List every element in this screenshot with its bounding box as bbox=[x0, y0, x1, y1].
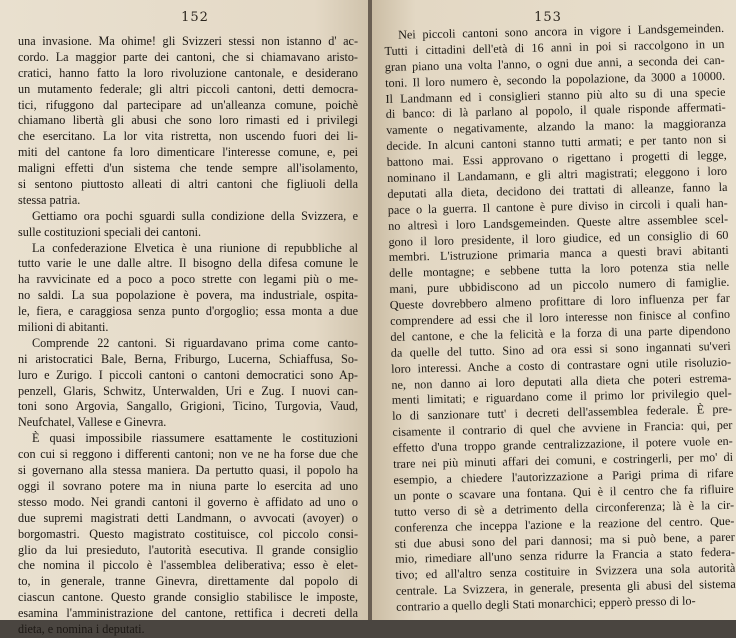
text-line: tivo; ed all'altro senza costituire in Svizzera una sola autorità bbox=[395, 561, 736, 583]
text-line: mio, rimediare all'uno senza ridurre la Francia a stato federa- bbox=[394, 545, 736, 567]
text-line: ciascun cantone. Questo grande consiglio stabilisce le imposte, bbox=[18, 590, 358, 605]
page-text bbox=[18, 34, 358, 638]
text-line: Queste dovrebbero almeno profittare di loro influenza per far bbox=[389, 290, 730, 313]
text-line: cratici, hanno fatto la loro rivoluzione cantonale, e desiderano bbox=[18, 65, 358, 80]
text-line: Comprende 22 cantoni. Si riguardavano prima come canto- bbox=[32, 335, 358, 350]
text-line: ni aristocratici Bale, Berna, Friburgo, Lucerna, Schiaffusa, So- bbox=[18, 351, 358, 366]
text-line: conferenza che inceppa l'azione e la reazione del centro. Que- bbox=[394, 513, 735, 535]
text-line: da quelle del tutto. Sino ad ora essi si sono ingannati su'veri bbox=[390, 338, 731, 360]
text-line: con cui si reggono i differenti cantoni; non ve ne ha forse due che bbox=[18, 447, 358, 462]
text-line: gran piano una volta l'anno, o ogni due anni, a seconda dei can- bbox=[384, 52, 725, 74]
text-line: di banco: di là parlano al popolo, il quale risponde affermati- bbox=[385, 100, 726, 122]
text-line: le, fiera, e caraggiosa senza punto d'orgoglio; essa monta a due bbox=[18, 304, 358, 319]
text-line: ne, non danno ai loro deputati alla dieta che poteri estrema- bbox=[391, 370, 732, 392]
text-line: comprendere ad essi che il loro interesse non finisce al confino bbox=[389, 306, 731, 328]
text-line: lo di sanzionare tutt' i decreti dell'assemblea federale. È pre- bbox=[391, 402, 733, 424]
text-line: un ponte o scavare una fontana. Qui è il centro che fa rifluire bbox=[393, 481, 734, 503]
text-line: È quasi impossibile riassumere esattamente le costituzioni bbox=[32, 431, 358, 446]
page-number: 152 bbox=[181, 10, 209, 25]
text-line: nominano il Landamann, e gli altri magistrati; eleggono i loro bbox=[386, 163, 728, 185]
page-text bbox=[384, 21, 736, 616]
text-line: centrale. La Svizzera, in generale, presenta gli abusi del sistema bbox=[395, 576, 736, 599]
text-line: che esercitano. La lor vita ristretta, non uscendo fuori dei li- bbox=[18, 129, 358, 144]
text-line: vamente o negativamente, alzando la mano: la maggioranza bbox=[385, 116, 727, 138]
text-line: cordo. La maggior parte dei cantoni, che si chiamavano aristo- bbox=[18, 49, 358, 64]
text-line: La confederazione Elvetica è una riunione di repubbliche al bbox=[32, 240, 358, 255]
text-line: decide. In alcuni cantoni stanno tutti armati; e per tanto non si bbox=[386, 132, 727, 154]
text-line: Tutti i cittadini dell'età di 16 anni in poi si raccolgono in un bbox=[384, 36, 725, 58]
text-line: stessa patria. bbox=[18, 192, 81, 207]
text-line: si governano alla stessa maniera. Da pertutto quasi, il popolo ha bbox=[18, 463, 358, 478]
text-line: tutto verso di sè a detrimento della circonferenza; là è la cir- bbox=[393, 497, 735, 519]
text-line: cisamente il contrario di quel che avviene in Francia: qui, per bbox=[392, 418, 733, 440]
text-line: penzell, Glaris, Schwitz, Unterwalden, Uri e Zug. I nuovi can- bbox=[18, 383, 358, 398]
text-line: maligni effetti d'un sistema che tende sempre all'isolamento, bbox=[18, 161, 358, 176]
text-line: to, in generale, tranne Ginevra, direttamente dal popolo di bbox=[18, 574, 358, 589]
text-line: effetto d'una troppo grande centralizzazione, il potere vuole en- bbox=[392, 433, 733, 456]
text-line: esempio, a chiedere l'autorizzazione a Parigi prima di rifare bbox=[393, 465, 734, 487]
text-line: delle montagne; e sebbene tutta la loro potenza stia nelle bbox=[388, 259, 730, 281]
text-line: ha ravvicinate ed a poco a poco strette con legami più o me- bbox=[18, 272, 358, 287]
text-line: borgomastri. Questo magistrato costituisce, col piccolo consi- bbox=[18, 526, 358, 541]
text-line: membri. L'istruzione primaria manca a questi bravi abitanti bbox=[388, 243, 729, 265]
text-line: del cantone, e che la felicità e la forza di una parte dipendono bbox=[390, 322, 731, 344]
text-line: no saldi. La sua popolazione è povera, ma industriale, ospita- bbox=[18, 288, 358, 303]
page-number: 153 bbox=[534, 10, 562, 25]
text-line: luro e Zurigo. I piccoli cantoni o cantoni democratici sono Ap- bbox=[18, 367, 358, 382]
text-line: stesso modo. Nei grandi cantoni il governo è affidato ad uno o bbox=[18, 494, 358, 509]
text-line: loro interessi. Anche a costo di contrastare ogni utile risoluzio- bbox=[390, 354, 732, 376]
text-line: dieta, e nomina i deputati. bbox=[18, 621, 145, 636]
text-line: menti limitati; e riguardano come il primo lor privilegio quel- bbox=[391, 386, 732, 408]
text-line: gono il loro presidente, il loro giudice, ed un consiglio di 60 bbox=[388, 227, 729, 249]
text-line: toni sono Argovia, Sangallo, Grigioni, Ticino, Turgovia, Vaud, bbox=[18, 399, 358, 414]
text-line: milioni di abitanti. bbox=[18, 320, 109, 335]
text-line: Nei piccoli cantoni sono ancora in vigore i Landsgemeinden. bbox=[397, 20, 725, 42]
text-line: Il Landmann ed i consiglieri stanno più alto su di una specie bbox=[385, 84, 726, 106]
text-line: toni. Il loro numero è, secondo la popolazione, da 3000 a 10000. bbox=[384, 68, 726, 90]
right-page bbox=[372, 0, 736, 620]
text-line: si sentono piuttosto alleati di altri cantoni che figliuoli della bbox=[18, 177, 358, 192]
text-line: due supremi magistrati detti Landmann, o avvocati (avoyer) o bbox=[18, 510, 358, 525]
text-line: tici, rifuggono dal partecipare ad un'alleanza comune, poichè bbox=[18, 97, 358, 112]
text-line: deputati alla dieta, decidono dei trattati di alleanze, fanno la bbox=[387, 179, 728, 201]
text-line: un mutamento federale; gli altri piccoli cantoni, detti democra- bbox=[18, 81, 358, 96]
text-line: una invasione. Ma ohime! gli Svizzeri stessi non istanno d' ac- bbox=[18, 34, 358, 48]
text-line: battono mai. Essi approvano o rigettano i progetti di legge, bbox=[386, 147, 727, 170]
text-line: Neufchatel, Vallese e Ginevra. bbox=[18, 415, 167, 430]
text-line: glio da lui presieduto, l'autorità esecutiva. Il grande consiglio bbox=[18, 542, 358, 557]
text-line: no altresì i loro Landsgemeinden. Queste altre assemblee scel- bbox=[387, 211, 729, 233]
text-line: miti del cantone fa loro dimenticare l'interesse comune, e, pei bbox=[18, 145, 358, 160]
text-line: contrario a quello degli Stati monarchici; epperò presso di lo- bbox=[395, 593, 696, 614]
text-line: che nomina il piccolo è l'assemblea deliberativa; esso è elet- bbox=[18, 558, 358, 573]
text-line: pace o la guerra. Il cantone è pure diviso in circoli i quali han- bbox=[387, 195, 728, 217]
text-line: sti due abusi sono del pari dannosi; ma si può bene, a parer bbox=[394, 529, 735, 551]
text-line: Gettiamo ora pochi sguardi sulla condizione della Svizzera, e bbox=[32, 208, 358, 223]
text-line: sulle costituzioni speciali dei cantoni. bbox=[18, 224, 202, 239]
text-line: trare nei più minuti affari dei comuni, e costringerli, per mo' di bbox=[392, 449, 734, 471]
text-line: esamina l'amministrazione del cantone, rettifica i decreti della bbox=[18, 606, 358, 621]
text-line: chiamano libertà gli abusi che sono loro rimasti ed i privilegi bbox=[18, 113, 358, 128]
text-line: oggi il sovrano potere ma in niuna parte lo esercita ad uno bbox=[18, 478, 358, 493]
text-line: tutto varie le une dalle altre. Il bisogno della difesa comune le bbox=[18, 256, 358, 271]
text-line: mani, pure ubbidiscono ad un piccolo numero di famiglie. bbox=[389, 275, 730, 297]
